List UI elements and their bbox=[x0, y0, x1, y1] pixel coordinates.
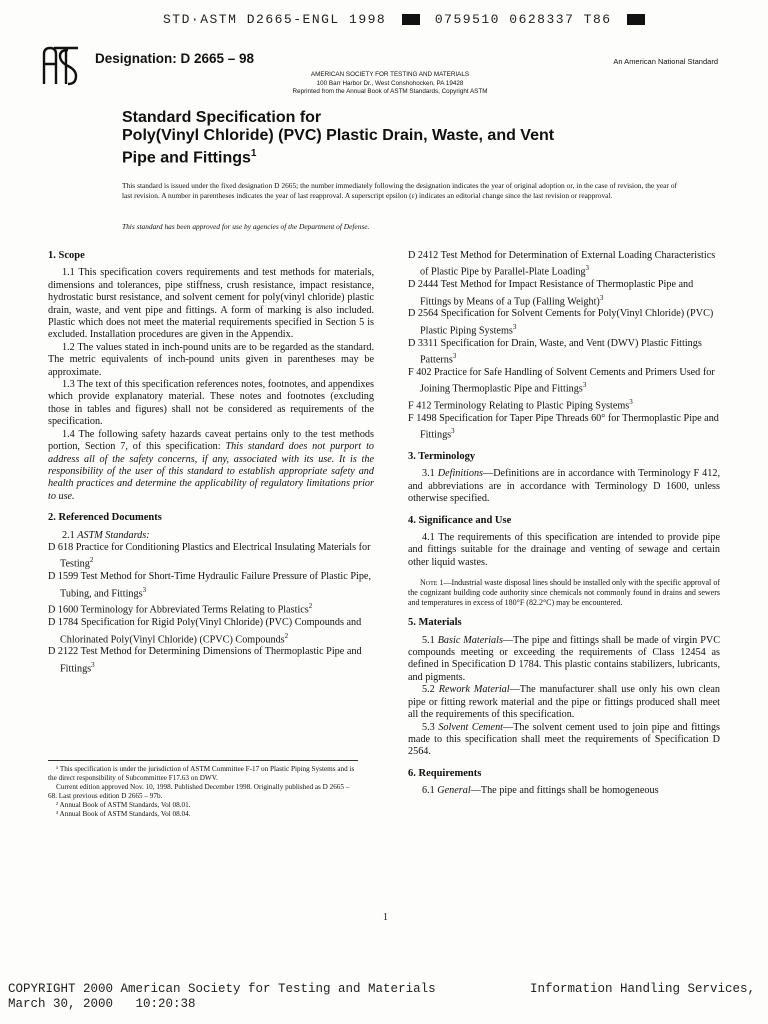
para-6-1: 6.1 General—The pipe and fittings shall be homogeneous bbox=[422, 785, 659, 797]
para-5-2: 5.2 Rework Material—The manufacturer shall use only his own clean pipe or fitting rework material and the pipe or fittings produced shall meet all the requirements of this specification. bbox=[408, 684, 721, 721]
page-number: 1 bbox=[383, 912, 388, 923]
left-column bbox=[48, 250, 374, 676]
para-1-4: 1.4 The following safety hazards caveat pertains only to the test methods portion, Section 7, of this specification: This standard does not purport to address all of the safety concerns, if any, associated with its use. It is the responsibility of the user of this standard to establish appropriate safety and health practices and determine the applicability of regulatory limitations prior to use. bbox=[48, 428, 374, 502]
reference-list-right bbox=[408, 250, 720, 442]
section-heading-referenced-documents: 2. Referenced Documents bbox=[48, 512, 162, 524]
footnote: Current edition approved Nov. 10, 1998. Published December 1998. Originally published as D 2665 – 68. Last previous edition D 2665 – 97b. bbox=[48, 783, 350, 800]
footnote: ¹ This specification is under the jurisdiction of ASTM Committee F-17 on Plastic Piping Systems and is the direct responsibility of Subcommittee F17.63 on DWV. bbox=[48, 765, 355, 782]
reference-item: F 412 Terminology Relating to Plastic Piping Systems$^3$ bbox=[408, 398, 633, 412]
footnote: ³ Annual Book of ASTM Standards, Vol 08.04. bbox=[56, 810, 191, 818]
section-heading-terminology: 3. Terminology bbox=[408, 451, 476, 463]
title-line-3: Pipe and Fittings$^1$ bbox=[122, 148, 257, 167]
dod-approval-note: This standard has been approved for use by agencies of the Department of Defense. bbox=[122, 222, 370, 231]
reprint-notice: Reprinted from the Annual Book of ASTM Standards, Copyright ASTM bbox=[292, 88, 488, 96]
document-code-mid: 0759510 0628337 T86 bbox=[434, 12, 612, 27]
para-1-1: 1.1 This specification covers requirements and test methods for materials, dimensions and tolerances, pipe stiffness, crush resistance, impact resistance, hydrostatic burst resistance, and solvent cement for poly(vinyl chloride) plastic drain, waste, and vent pipe and fittings. A form of marking is also included. Plastic which does not meet the material requirements specified in Section 5 is excluded. Installation procedures are given in the Appendix. bbox=[48, 267, 374, 341]
society-name: AMERICAN SOCIETY FOR TESTING AND MATERIALS bbox=[310, 71, 470, 78]
footnotes bbox=[48, 760, 358, 819]
para-4-1: 4.1 The requirements of this specification are intended to provide pipe and fittings suitable for the drainage and venting of sewage and certain other liquid wastes. bbox=[408, 532, 720, 568]
document-code-left: STD·ASTM D2665-ENGL 1998 bbox=[163, 12, 387, 27]
para-5-1: 5.1 Basic Materials—The pipe and fittings shall be made of virgin PVC compounds meeting or exceeding the requirements of Class 12454 as defined in Specification D 1784. This plastic contains stabilizers, lubricants, and pigments. bbox=[408, 634, 721, 683]
section-heading-scope: 1. Scope bbox=[48, 250, 85, 261]
society-block bbox=[180, 71, 600, 97]
note-1: Note 1—Industrial waste disposal lines should be installed only with the specific approval of the cognizant building code authority since chemicals not commonly found in drains and sewers and temperatures in excess of 180°F (82.2°C) may be encountered. bbox=[408, 578, 720, 608]
timestamp-line: March 30, 2000 10:20:38 bbox=[8, 997, 196, 1011]
reference-item: D 2444 Test Method for Impact Resistance of Thermoplastic Pipe and Fittings by Means of a Tup (Falling Weight)$^3$ bbox=[408, 279, 694, 307]
reference-item: D 618 Practice for Conditioning Plastics and Electrical Insulating Materials for Testing$^2$ bbox=[48, 541, 371, 570]
section-heading-materials: 5. Materials bbox=[408, 617, 462, 629]
para-1-3: 1.3 The text of this specification references notes, footnotes, and appendixes which provide explanatory material. These notes and footnotes (excluding those in tables and figures) shall not be considered as requirements of the specification. bbox=[48, 379, 374, 428]
reference-item: D 2412 Test Method for Determination of External Loading Characteristics of Plastic Pipe by Parallel-Plate Loading$^3$ bbox=[408, 250, 716, 278]
document-title bbox=[122, 109, 682, 167]
copyright-line: COPYRIGHT 2000 American Society for Testing and Materials bbox=[8, 982, 436, 996]
reference-item: F 1498 Specification for Taper Pipe Threads 60° for Thermoplastic Pipe and Fittings$^3$ bbox=[408, 412, 719, 441]
intro-paragraph: This standard is issued under the fixed designation D 2665; the number immediately following the designation indicates the year of original adoption or, in the case of revision, the year of last revision. A number in parentheses indicates the year of last reapproval. A superscript epsilon (ε) indicates an editorial change since the last revision or reapproval. bbox=[122, 181, 677, 201]
reference-item: D 2564 Specification for Solvent Cements for Poly(Vinyl Chloride) (PVC) Plastic Piping Systems$^3$ bbox=[408, 308, 714, 337]
astm-logo bbox=[38, 44, 82, 88]
para-5-3: 5.3 Solvent Cement—The solvent cement used to join pipe and fittings made to this specification shall meet the requirements of Specification D 2564. bbox=[408, 721, 721, 758]
redaction-block bbox=[402, 14, 420, 25]
society-address: 100 Barr Harbor Dr., West Conshohocken, PA 19428 bbox=[316, 79, 464, 87]
section-heading-requirements: 6. Requirements bbox=[408, 767, 482, 779]
designation: Designation: D 2665 – 98 bbox=[95, 51, 255, 66]
american-national-standard: An American National Standard bbox=[613, 57, 718, 66]
para-2-1: 2.1 ASTM Standards: bbox=[62, 529, 150, 541]
right-column bbox=[408, 250, 720, 798]
para-3-1: 3.1 Definitions—Definitions are in accordance with Terminology F 412, and abbreviations are in accordance with Terminology D 1600, unless otherwise specified. bbox=[408, 468, 721, 505]
reference-item: D 1600 Terminology for Abbreviated Terms Relating to Plastics$^2$ bbox=[48, 602, 313, 616]
redaction-block bbox=[627, 14, 645, 25]
footnote: ² Annual Book of ASTM Standards, Vol 08.01. bbox=[56, 801, 191, 809]
reference-item: D 1784 Specification for Rigid Poly(Vinyl Chloride) (PVC) Compounds and Chlorinated Poly(Vinyl Chloride) (CPVC) Compounds$^2$ bbox=[48, 617, 362, 645]
para-1-2: 1.2 The values stated in inch-pound units are to be regarded as the standard. The metric equivalents of inch-pound units given in parentheses may be approximate. bbox=[48, 341, 374, 378]
title-line-1: Standard Specification for bbox=[122, 109, 322, 126]
reference-list-left bbox=[48, 542, 374, 676]
document-code-header bbox=[163, 12, 651, 27]
reference-item: D 1599 Test Method for Short-Time Hydraulic Failure Pressure of Plastic Pipe, Tubing, and Fittings$^3$ bbox=[48, 571, 371, 599]
title-line-2: Poly(Vinyl Chloride) (PVC) Plastic Drain, Waste, and Vent bbox=[122, 127, 555, 144]
section-heading-significance: 4. Significance and Use bbox=[408, 514, 512, 526]
copyright-footer-right: Information Handling Services, bbox=[530, 982, 756, 996]
reference-item: D 2122 Test Method for Determining Dimensions of Thermoplastic Pipe and Fittings$^3$ bbox=[48, 646, 362, 675]
reference-item: F 402 Practice for Safe Handling of Solvent Cements and Primers Used for Joining Thermoplastic Pipe and Fittings$^3$ bbox=[408, 366, 715, 395]
reference-item: D 3311 Specification for Drain, Waste, and Vent (DWV) Plastic Fittings Patterns$^3$ bbox=[408, 337, 702, 366]
